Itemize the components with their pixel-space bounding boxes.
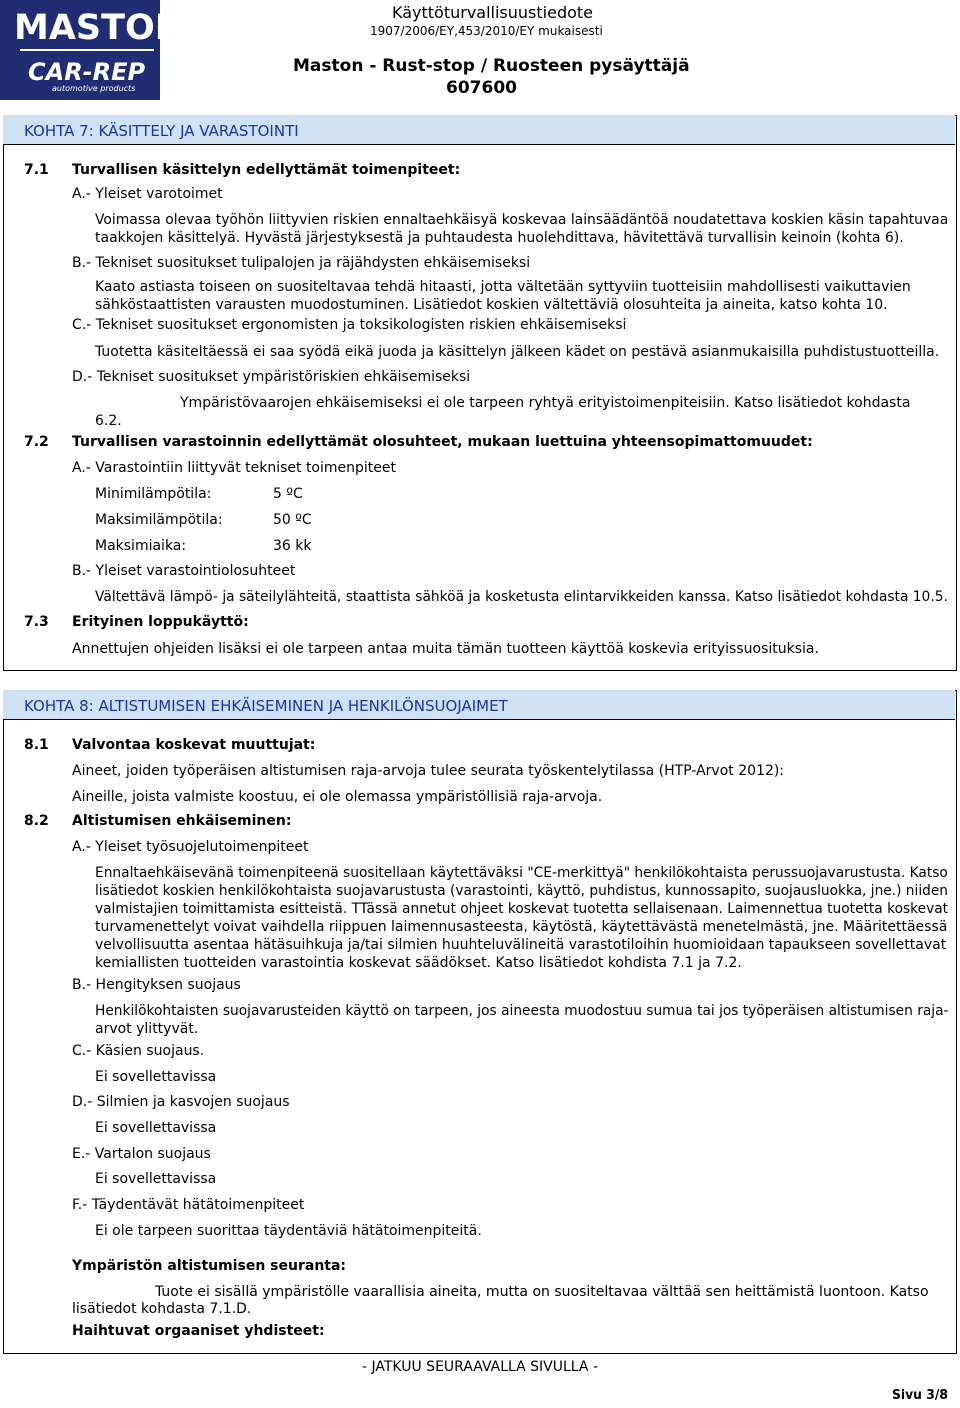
heading-8-1-number: 8.1: [24, 737, 49, 753]
text-7-1-a-line1: Voimassa olevaa työhön liittyvien riskien ennaltaehkäisyä koskevaa lainsäädäntöä noudatettava koskien käsin tapahtuvaa: [95, 212, 949, 228]
heading-7-1-number: 7.1: [24, 162, 49, 178]
storage-value-max-temp: 50 ºC: [273, 512, 312, 528]
text-7-3-line1: Annettujen ohjeiden lisäksi ei ole tarpeen antaa muita tämän tuotteen käyttöä koskevia erityissuosituksia.: [72, 641, 819, 657]
text-8-2-a-line3: valmistajien toimittamista esitteistä. TTässä annetut ohjeet koskevat tuotetta sellaisenaan. Laimennettua tuotetta koskevat: [95, 901, 949, 917]
subheading-7-1-b: B.- Tekniset suositukset tulipalojen ja räjähdysten ehkäisemiseksi: [72, 255, 531, 271]
subheading-8-2-b: B.- Hengityksen suojaus: [72, 977, 241, 993]
text-7-1-b-line2: sähköstaattisten varausten muodostuminen. Lisätiedot koskien vältettäviä olosuhteita ja aineita, katso kohta 10.: [95, 297, 888, 313]
text-8-1-line1: Aineet, joiden työperäisen altistumisen raja-arvoja tulee seurata työskentelytilassa (HTP-Arvot 2012):: [72, 763, 785, 779]
continue-notice: - JATKUU SEURAAVALLA SIVULLA -: [362, 1359, 599, 1375]
logo-text-car-rep: CAR-REP: [28, 58, 146, 86]
heading-7-3: Erityinen loppukäyttö:: [72, 614, 249, 630]
text-8-2-a-line4: turvamenettelyt voivat vaihdella riippuen laimennusasteesta, käytöstä, käytettävästä menetelmästä, jne. Määritettäessä: [95, 919, 948, 935]
text-8-2-c-value: Ei sovellettavissa: [95, 1069, 217, 1085]
subheading-8-2-d: D.- Silmien ja kasvojen suojaus: [72, 1094, 290, 1110]
text-7-1-d-line2: 6.2.: [95, 413, 122, 429]
subheading-8-2-f: F.- Täydentävät hätätoimenpiteet: [72, 1197, 305, 1213]
storage-label-max-time: Maksimiaika:: [95, 538, 187, 554]
heading-voc: Haihtuvat orgaaniset yhdisteet:: [72, 1323, 325, 1339]
logo-divider: [20, 49, 154, 51]
text-8-2-a-line5: velvollisuutta asentaa hätäsuihkuja ja/tai silmien huuhteluvälineitä varastotiloihin huomioidaan tapaukseen sovellettavat: [95, 937, 947, 953]
text-environment-line1: Tuote ei sisällä ympäristölle vaarallisia aineita, mutta on suositeltavaa välttää sen heittämistä luontoon. Katso: [155, 1284, 929, 1300]
text-8-2-f-value: Ei ole tarpeen suorittaa täydentäviä hätätoimenpiteitä.: [95, 1223, 482, 1239]
product-name: Maston - Rust-stop / Ruosteen pysäyttäjä: [293, 56, 690, 76]
text-8-1-line2: Aineille, joista valmiste koostuu, ei ole olemassa ympäristöllisiä raja-arvoja.: [72, 789, 603, 805]
text-7-1-a-line2: taakkojen käsittelyä. Hyvästä järjestyksestä ja puhtaudesta huolehdittava, hävitettävä turvallisin keinoin (kohta 6).: [95, 230, 904, 246]
heading-8-2: Altistumisen ehkäiseminen:: [72, 813, 292, 829]
text-7-1-c-line1: Tuotetta käsiteltäessä ei saa syödä eikä juoda ja käsittelyn jälkeen kädet on pestävä asianmukaisilla puhdistustuotteilla.: [95, 344, 940, 360]
text-8-2-b-line2: arvot ylittyvät.: [95, 1021, 199, 1037]
section-7-title: KOHTA 7: KÄSITTELY JA VARASTOINTI: [24, 122, 299, 140]
section-8-title: KOHTA 8: ALTISTUMISEN EHKÄISEMINEN JA HENKILÖNSUOJAIMET: [24, 697, 508, 715]
subheading-7-2-a: A.- Varastointiin liittyvät tekniset toimenpiteet: [72, 460, 396, 476]
logo-tagline: automotive products: [52, 84, 136, 93]
text-8-2-d-value: Ei sovellettavissa: [95, 1120, 217, 1136]
section-7-header: [3, 115, 955, 145]
section-8-header: [3, 690, 955, 720]
page-number: Sivu 3/8: [892, 1388, 948, 1403]
text-8-2-a-line2: lisätiedot koskien henkilökohtaista suojavarustusta (varastointi, käyttö, puhdistus, kunnossapito, suojausluokka, jne.) niiden: [95, 883, 948, 899]
heading-7-2-number: 7.2: [24, 434, 49, 450]
text-8-2-a-line6: kemiallisten tuotteiden varastointia koskevat säädökset. Katso lisätiedot kohdista 7.1 ja 7.2.: [95, 955, 742, 971]
logo-text-maston: MASTON: [14, 8, 185, 48]
text-8-2-a-line1: Ennaltaehkäisevänä toimenpiteenä suositellaan käytettäväksi "CE-merkittyä" henkilökohtaista perussuojavarustusta. Katso: [95, 865, 948, 881]
subheading-8-2-e: E.- Vartalon suojaus: [72, 1146, 211, 1162]
heading-7-2: Turvallisen varastoinnin edellyttämät olosuhteet, mukaan luettuina yhteensopimattomuudet:: [72, 434, 813, 450]
text-8-2-b-line1: Henkilökohtaisten suojavarusteiden käyttö on tarpeen, jos aineesta muodostuu sumua tai jos työperäisen altistumisen raja-: [95, 1003, 949, 1019]
company-logo: [0, 0, 185, 100]
subheading-7-1-a: A.- Yleiset varotoimet: [72, 186, 223, 202]
heading-8-1: Valvontaa koskevat muuttujat:: [72, 737, 316, 753]
subheading-8-2-c: C.- Käsien suojaus.: [72, 1043, 205, 1059]
text-7-2-b-line1: Vältettävä lämpö- ja säteilylähteitä, staattista sähköä ja kosketusta elintarvikkeiden kanssa. Katso lisätiedot kohdasta 10.5.: [95, 589, 948, 605]
heading-7-1: Turvallisen käsittelyn edellyttämät toimenpiteet:: [72, 162, 461, 178]
storage-label-max-temp: Maksimilämpötila:: [95, 512, 223, 528]
subheading-7-1-c: C.- Tekniset suositukset ergonomisten ja toksikologisten riskien ehkäisemiseksi: [72, 317, 627, 333]
storage-value-max-time: 36 kk: [273, 538, 312, 554]
subheading-7-2-b: B.- Yleiset varastointiolosuhteet: [72, 563, 296, 579]
heading-environment-monitoring: Ympäristön altistumisen seuranta:: [72, 1258, 347, 1274]
document-type: Käyttöturvallisuustiedote: [392, 3, 593, 22]
storage-label-min-temp: Minimilämpötila:: [95, 486, 212, 502]
product-code: 607600: [446, 78, 517, 98]
regulation-reference: 1907/2006/EY,453/2010/EY mukaisesti: [370, 24, 603, 38]
text-7-1-d-line1: Ympäristövaarojen ehkäisemiseksi ei ole tarpeen ryhtyä erityistoimenpiteisiin. Katso lisätiedot kohdasta: [180, 395, 911, 411]
subheading-7-1-d: D.- Tekniset suositukset ympäristöriskien ehkäisemiseksi: [72, 369, 471, 385]
text-environment-line2: lisätiedot kohdasta 7.1.D.: [72, 1301, 252, 1317]
text-7-1-b-line1: Kaato astiasta toiseen on suositeltavaa tehdä hitaasti, jotta vältetään syttyviin tuotteisiin mahdollisesti vaikuttavien: [95, 279, 911, 295]
storage-value-min-temp: 5 ºC: [273, 486, 303, 502]
heading-8-2-number: 8.2: [24, 813, 49, 829]
heading-7-3-number: 7.3: [24, 614, 49, 630]
text-8-2-e-value: Ei sovellettavissa: [95, 1171, 217, 1187]
subheading-8-2-a: A.- Yleiset työsuojelutoimenpiteet: [72, 839, 309, 855]
